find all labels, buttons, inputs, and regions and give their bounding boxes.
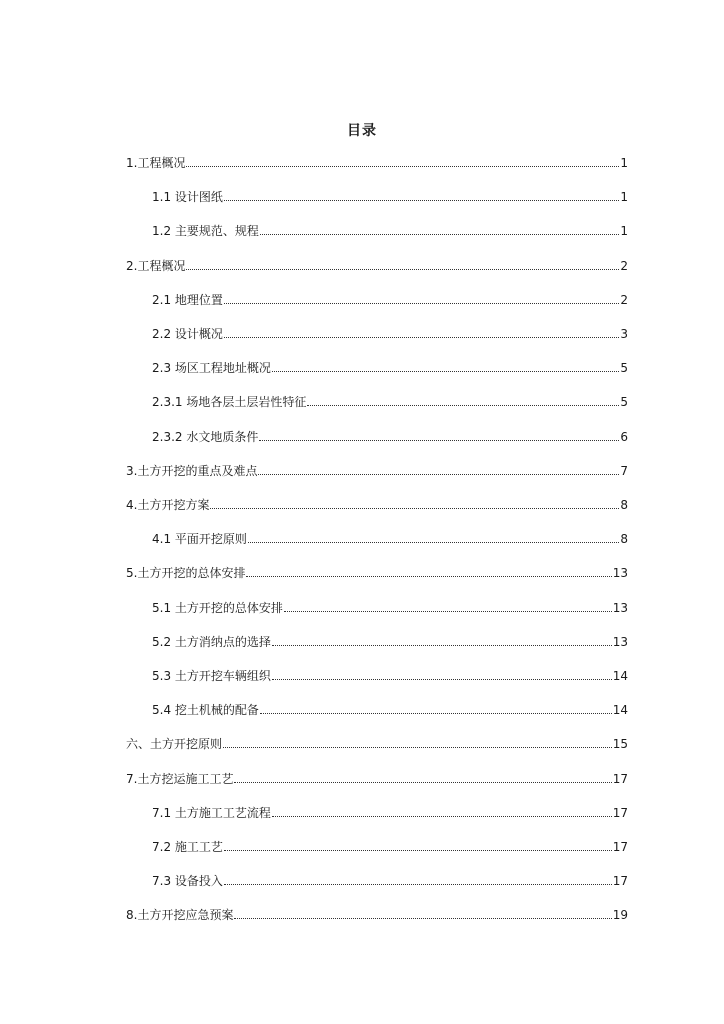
toc-entry-label: 1.2 主要规范、规程 xyxy=(152,224,259,238)
toc-entry-label: 2.2 设计概况 xyxy=(152,327,223,341)
toc-entry-label: 5.土方开挖的总体安排 xyxy=(126,566,246,580)
toc-page-number: 8 xyxy=(620,498,628,512)
toc-entry-label: 7.2 施工工艺 xyxy=(152,840,223,854)
toc-entry-label: 2.3 场区工程地址概况 xyxy=(152,361,271,375)
toc-entry-label: 2.3.1 场地各层土层岩性特征 xyxy=(152,395,307,409)
toc-entry[interactable] xyxy=(152,872,628,890)
toc-dot-leader xyxy=(186,165,619,167)
toc-page-number: 2 xyxy=(620,293,628,307)
toc-entry[interactable] xyxy=(152,188,628,206)
toc-dot-leader xyxy=(224,199,619,201)
toc-entry-label: 2.1 地理位置 xyxy=(152,293,223,307)
toc-entry-label: 4.1 平面开挖原则 xyxy=(152,532,247,546)
toc-dot-leader xyxy=(272,815,612,817)
toc-dot-leader xyxy=(307,404,619,406)
toc-entry[interactable] xyxy=(152,291,628,309)
toc-dot-leader xyxy=(224,336,619,338)
toc-page-number: 1 xyxy=(620,190,628,204)
toc-dot-leader xyxy=(224,883,612,885)
toc-dot-leader xyxy=(186,268,619,270)
toc-entry[interactable] xyxy=(126,154,628,172)
toc-entry[interactable] xyxy=(152,393,628,411)
toc-entry[interactable] xyxy=(126,462,628,480)
toc-entry-label: 2.工程概况 xyxy=(126,259,186,273)
toc-entry-label: 5.4 挖土机械的配备 xyxy=(152,703,259,717)
toc-entry[interactable] xyxy=(126,906,628,924)
toc-entry[interactable] xyxy=(152,804,628,822)
toc-entry[interactable] xyxy=(126,770,628,788)
toc-page-number: 17 xyxy=(612,772,628,786)
toc-dot-leader xyxy=(258,473,619,475)
toc-dot-leader xyxy=(224,849,612,851)
toc-page-number: 14 xyxy=(612,703,628,717)
toc-entry[interactable] xyxy=(152,428,628,446)
toc-title: 目录 xyxy=(347,123,377,139)
toc-entry[interactable] xyxy=(152,599,628,617)
toc-page-number: 15 xyxy=(612,737,628,751)
toc-page-number: 17 xyxy=(612,840,628,854)
toc-dot-leader xyxy=(260,712,612,714)
toc-entry[interactable] xyxy=(152,838,628,856)
toc-page-number: 2 xyxy=(620,259,628,273)
toc-dot-leader xyxy=(272,644,612,646)
toc-page-number: 6 xyxy=(620,430,628,444)
toc-entry[interactable] xyxy=(152,530,628,548)
toc-dot-leader xyxy=(234,917,611,919)
toc-entry-label: 2.3.2 水文地质条件 xyxy=(152,430,259,444)
toc-page-number: 13 xyxy=(612,601,628,615)
toc-entry-label: 5.3 土方开挖车辆组织 xyxy=(152,669,271,683)
toc-dot-leader xyxy=(246,575,611,577)
toc-entry-label: 4.土方开挖方案 xyxy=(126,498,210,512)
toc-page-number: 13 xyxy=(612,635,628,649)
toc-entry-label: 1.1 设计图纸 xyxy=(152,190,223,204)
toc-entry-label: 六、土方开挖原则 xyxy=(126,737,223,751)
toc-entry-label: 5.1 土方开挖的总体安排 xyxy=(152,601,283,615)
toc-entry[interactable] xyxy=(152,667,628,685)
toc-entry-label: 5.2 土方消纳点的选择 xyxy=(152,635,271,649)
toc-page-number: 14 xyxy=(612,669,628,683)
toc-dot-leader xyxy=(210,507,619,509)
toc-dot-leader xyxy=(272,370,619,372)
toc-dot-leader xyxy=(259,439,619,441)
toc-page-number: 7 xyxy=(620,464,628,478)
toc-entry-label: 8.土方开挖应急预案 xyxy=(126,908,234,922)
toc-page-number: 17 xyxy=(612,874,628,888)
toc-dot-leader xyxy=(223,746,612,748)
toc-page-number: 1 xyxy=(620,224,628,238)
toc-page-number: 19 xyxy=(612,908,628,922)
toc-entry[interactable] xyxy=(152,701,628,719)
toc-entry[interactable] xyxy=(126,564,628,582)
toc-page-number: 8 xyxy=(620,532,628,546)
toc-entry[interactable] xyxy=(152,359,628,377)
toc-entry-label: 3.土方开挖的重点及难点 xyxy=(126,464,258,478)
toc-entry[interactable] xyxy=(126,735,628,753)
toc-dot-leader xyxy=(248,541,619,543)
toc-page-number: 5 xyxy=(620,361,628,375)
toc-dot-leader xyxy=(224,302,619,304)
toc-entry[interactable] xyxy=(152,222,628,240)
toc-entry-label: 1.工程概况 xyxy=(126,156,186,170)
toc-dot-leader xyxy=(284,610,612,612)
toc-dot-leader xyxy=(260,233,619,235)
toc-page-number: 5 xyxy=(620,395,628,409)
toc-entry[interactable] xyxy=(126,257,628,275)
toc-entry-label: 7.3 设备投入 xyxy=(152,874,223,888)
toc-entry[interactable] xyxy=(126,496,628,514)
toc-entry[interactable] xyxy=(152,325,628,343)
toc-page-number: 17 xyxy=(612,806,628,820)
toc-page-number: 1 xyxy=(620,156,628,170)
toc-entry-label: 7.土方挖运施工工艺 xyxy=(126,772,234,786)
toc-dot-leader xyxy=(272,678,612,680)
toc-page-number: 3 xyxy=(620,327,628,341)
toc-dot-leader xyxy=(234,781,611,783)
toc-entry[interactable] xyxy=(152,633,628,651)
toc-page-number: 13 xyxy=(612,566,628,580)
toc-entry-label: 7.1 土方施工工艺流程 xyxy=(152,806,271,820)
